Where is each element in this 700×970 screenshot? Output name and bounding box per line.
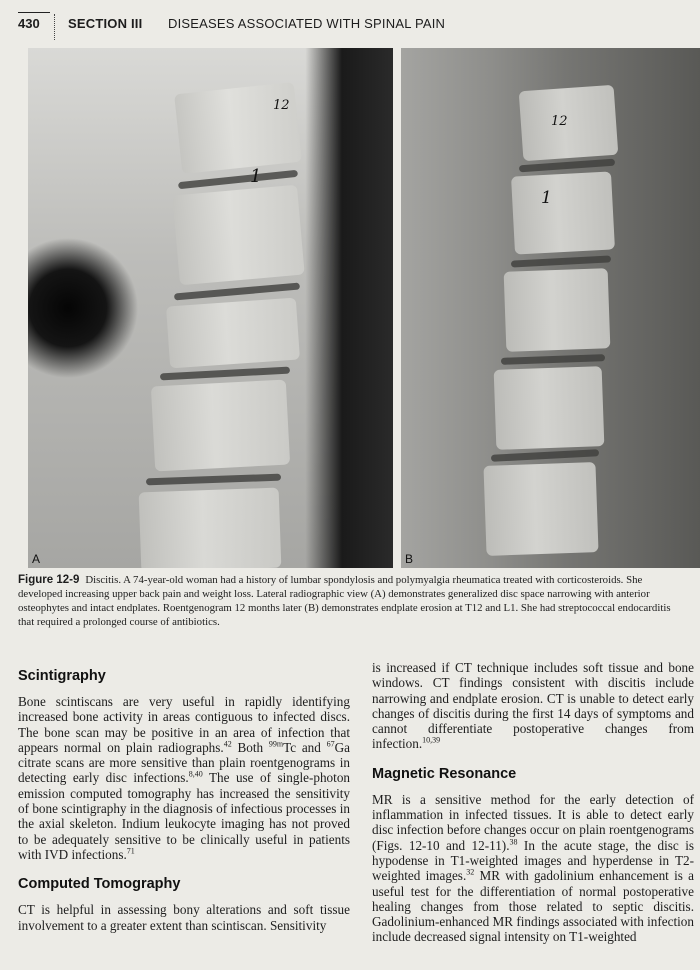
vertebra [483, 462, 598, 556]
heading-computed-tomography: Computed Tomography [18, 876, 181, 893]
disc-space [146, 474, 281, 486]
figure-caption [18, 573, 688, 629]
text-run: Bone scintiscans are very useful in rapidly identifying increased bone activity in areas contiguous to infected discs. The bone scan may be positive in an area of infection that appears normal on plain radiographs. [18, 694, 350, 755]
paragraph-ct-continued [372, 660, 694, 752]
reference: 42 [223, 739, 232, 749]
reference: 38 [509, 837, 518, 847]
isotope-superscript: 99m [268, 739, 284, 749]
left-column [18, 660, 350, 933]
right-column [372, 660, 694, 945]
vertebra [519, 85, 619, 161]
text-run: Both [231, 739, 269, 755]
annotation-1: 1 [250, 166, 262, 187]
reference: 71 [126, 846, 135, 856]
vertebra [504, 268, 611, 352]
annotation-1: 1 [541, 188, 552, 208]
paragraph-ct: CT is helpful in assessing bony alterations and soft tissue involvement to a greater extent than scintiscan. Sensitivity [18, 902, 350, 933]
disc-space [519, 159, 615, 173]
figure-label: Figure 12-9 [18, 574, 80, 586]
running-header [18, 14, 688, 38]
isotope-superscript: 67 [326, 739, 335, 749]
vertebra [166, 298, 300, 369]
page-number: 430 [18, 16, 40, 31]
disc-space [160, 367, 290, 381]
caption-text: Discitis. A 74-year-old woman had a history of lumbar spondylosis and polymyalgia rheumatica treated with corticosteroids. She developed increasing upper back pain and weight loss. Lateral radiographic view (A) demonstrates generalized disc space narrowing with anterior osteophytes and intact endplates. Roentgenogram 12 months later (B) demonstrates endplate erosion at T12 and L1. She had streptococcal endocarditis that required a prolonged course of antibiotics. [18, 574, 671, 628]
vertebra [139, 488, 282, 568]
page-number-rule [18, 12, 50, 13]
text-run: is increased if CT technique includes soft tissue and bone windows. CT findings consistent with discitis include narrowing and endplate erosion. CT is unable to detect early changes of discitis during the first 14 days of symptoms and cannot differentiate postoperative changes from infection. [372, 660, 694, 752]
panel-label-a: A [32, 552, 41, 566]
text-run: Tc and [283, 739, 327, 755]
vertebra [511, 171, 615, 254]
heading-magnetic-resonance: Magnetic Resonance [372, 765, 517, 782]
vertebra [151, 380, 290, 472]
heading-scintigraphy: Scintigraphy [18, 668, 106, 684]
text-run: MR is a sensitive method for the early detection of inflammation in infected tissues. It is able to detect early disc infection before changes occur on plain roentgenograms (Figs. 12-10 and 12-11). [372, 791, 694, 853]
panel-label-b: B [405, 552, 414, 566]
header-divider [54, 14, 58, 40]
radiograph-panel-b [401, 48, 700, 568]
section-label: SECTION III [68, 16, 143, 31]
paragraph-mr [372, 792, 694, 945]
annotation-12: 12 [273, 98, 290, 113]
vertebra [494, 366, 605, 450]
vertebra [174, 82, 302, 174]
radiograph-panel-a [28, 48, 393, 568]
annotation-12: 12 [551, 114, 568, 129]
text-run: In the acute stage, the disc is hypodense in T1-weighted images and hyperdense in T2-weighted images. [372, 837, 694, 884]
reference: 10,39 [422, 736, 441, 746]
disc-space [501, 354, 605, 365]
paragraph-scintigraphy [18, 694, 350, 862]
reference: 32 [466, 867, 475, 877]
reference: 8,40 [188, 770, 203, 780]
running-title: DISEASES ASSOCIATED WITH SPINAL PAIN [168, 16, 446, 31]
text-run: The use of single-photon emission computed tomography has increased the sensitivity of bone scintigraphy in the diagnosis of infectious processes in the axial skeleton. Indium leukocyte imaging has not proved to be adequately sensitive to be clinically useful in patients with IVD infections. [18, 770, 351, 862]
text-run: Ga citrate scans are more sensitive than plain roentgenograms in detecting early disc infections. [18, 739, 351, 786]
vertebra [172, 185, 304, 286]
disc-space [491, 449, 599, 462]
disc-space [511, 255, 611, 267]
text-run: MR with gadolinium enhancement is a useful test for the differentiation of normal postoperative healing changes from those related to septic discitis. Gadolinium-enhanced MR findings associated with infection include decreased signal intensity on T1-weighted [372, 868, 694, 945]
